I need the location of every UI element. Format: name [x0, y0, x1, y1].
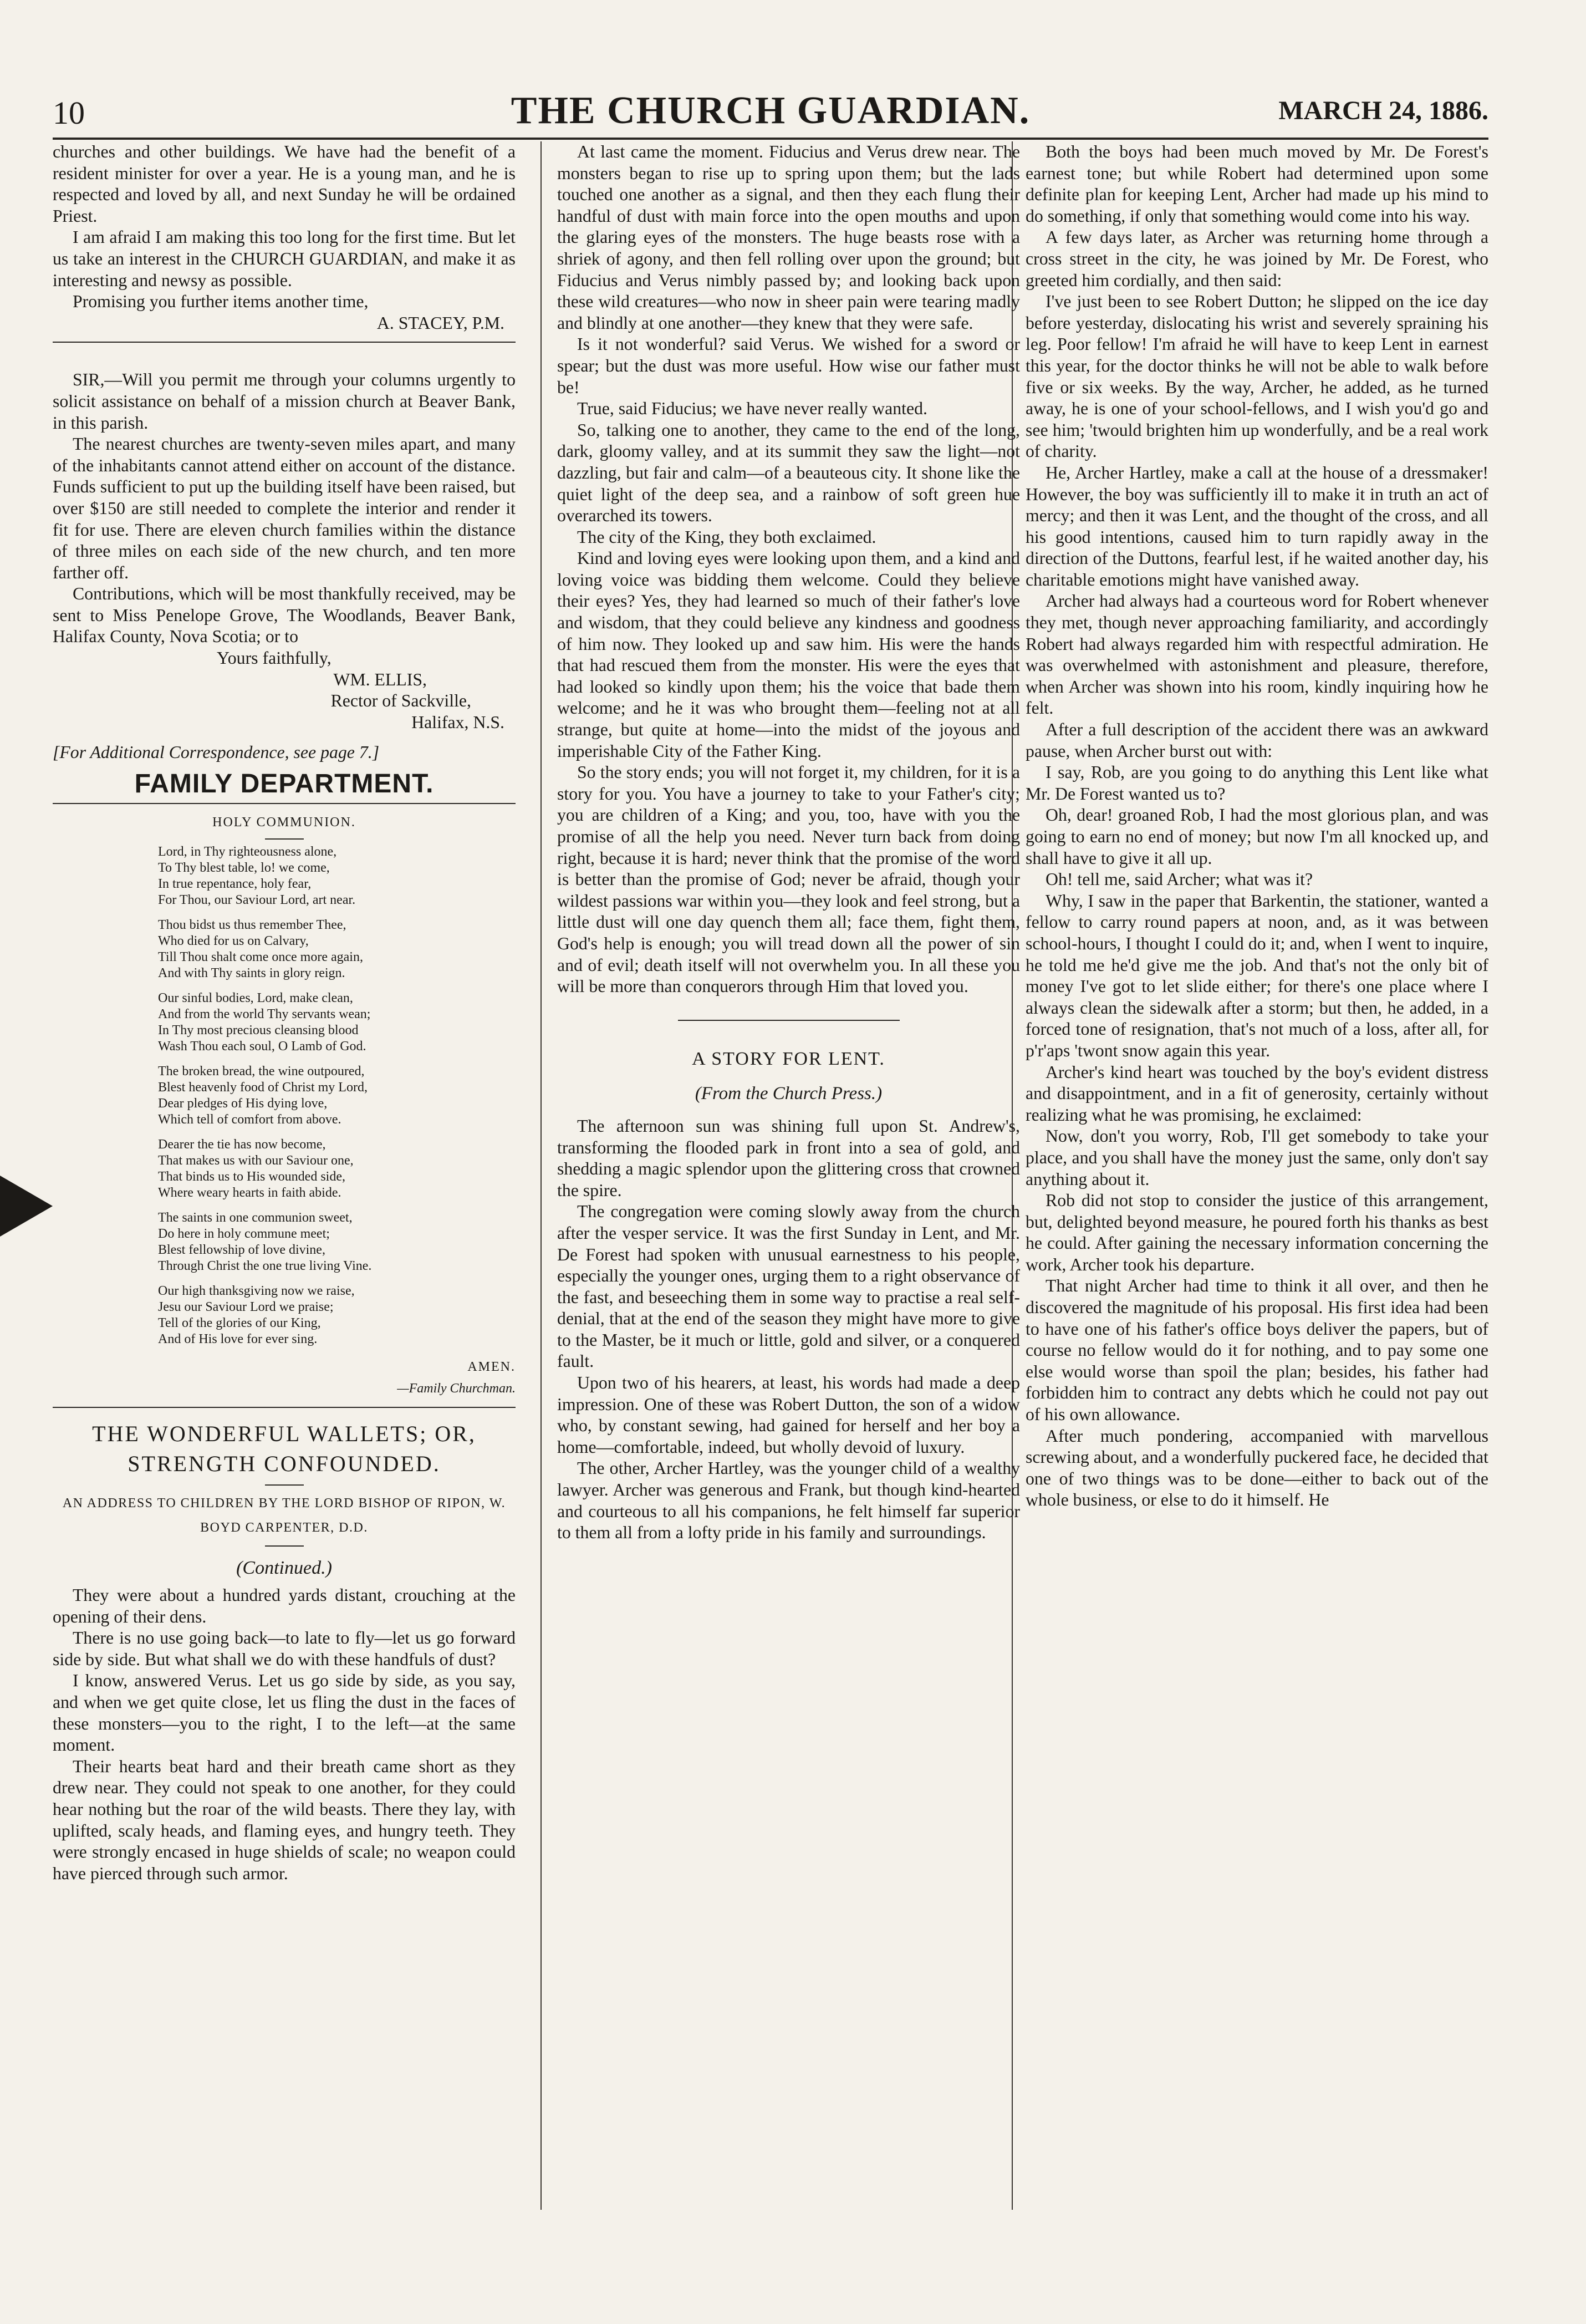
paragraph: Both the boys had been much moved by Mr. De Forest's earnest tone; but while Robert had determined upon some definite plan for keeping Lent, Archer had made up his mind to do something, if only that something would come into his way.	[1026, 142, 1488, 226]
poem-line: Through Christ the one true living Vine.	[158, 1259, 372, 1274]
paragraph: So, talking one to another, they came to the end of the long, dark, gloomy valley, and at its summit they saw the light—not dazzling, but fair and calm—of a beauteous city. It shone like the quiet light of the deep sea, and a rainbow of soft green hue overarched its towers.	[557, 420, 1020, 526]
poem-line: Jesu our Saviour Lord we praise;	[158, 1300, 334, 1315]
poem-stanza	[158, 990, 516, 1055]
paragraph: Archer had always had a courteous word for Robert whenever they met, though never approaching familiarity, and accordingly Robert had always regarded him with respectful admiration. He was overwhelmed with astonishment and pleasure, therefore, when Archer was shown into his room, kindly inquiring how he felt.	[1026, 591, 1488, 718]
section-rule	[678, 1020, 900, 1021]
paragraph: That night Archer had time to think it all over, and then he discovered the magnitude of his proposal. His first idea had been to have one of his father's office boys deliver the papers, but of course no fellow would do it for nothing, and to pay some one else would worse than spoil the plan; besides, his father had forbidden him to contract any debts which he could not pay out of his own allowance.	[1026, 1276, 1488, 1425]
column-2	[557, 141, 1020, 2210]
poem-line: Till Thou shalt come once more again,	[158, 950, 363, 965]
poem-line: Dearer the tie has now become,	[158, 1137, 326, 1152]
paragraph: SIR,—Will you permit me through your columns urgently to solicit assistance on behalf of a mission church at Beaver Bank, in this parish.	[53, 370, 516, 433]
masthead-title: THE CHURCH GUARDIAN.	[511, 89, 1031, 132]
story-title: THE WONDERFUL WALLETS; OR, STRENGTH CONFOUNDED.	[92, 1421, 476, 1477]
paragraph: The congregation were coming slowly away from the church after the vesper service. It was the first Sunday in Lent, and Mr. De Forest had spoken with unusual earnestness to his people, especially the younger ones, urging them to a right observance of the fast, and beseeching them in some way to practise a real self-denial, that at the end of the season they might have more to give to the Master, be it much or little, gold and silver, or a conquered fault.	[557, 1202, 1020, 1371]
section-heading: FAMILY DEPARTMENT.	[134, 769, 434, 799]
poem-line: Which tell of comfort from above.	[158, 1112, 341, 1127]
paragraph: Oh! tell me, said Archer; what was it?	[1046, 869, 1313, 889]
poem-rule	[265, 838, 304, 840]
paragraph: Contributions, which will be most thankfully received, may be sent to Miss Penelope Grove, The Woodlands, Beaver Bank, Halifax County, Nova Scotia; or to	[53, 584, 516, 647]
story-title: A STORY FOR LENT.	[692, 1048, 885, 1069]
poem-stanza	[158, 917, 516, 982]
poem-line: And from the world Thy servants wean;	[158, 1007, 371, 1022]
paragraph: The other, Archer Hartley, was the younger child of a wealthy lawyer. Archer was generous and Frank, but though kind-hearted and courteous to all his companions, he felt himself far superior to them all from a lofty pride in his family and surroundings.	[557, 1458, 1020, 1543]
letter-signature-title: Rector of Sackville,	[330, 691, 471, 711]
paragraph: After much pondering, accompanied with marvellous screwing about, and a wonderfully puckered face, he decided that one of two things was to be done—either to back out of the whole business, or else to do it himself. He	[1026, 1426, 1488, 1510]
poem-line: Blest heavenly food of Christ my Lord,	[158, 1080, 368, 1095]
paragraph: Rob did not stop to consider the justice of this arrangement, but, delighted beyond measure, he poured forth his thanks as best he could. After gaining the necessary information concerning the work, Archer took his departure.	[1026, 1191, 1488, 1274]
section-rule	[53, 803, 516, 804]
paragraph: The city of the King, they both exclaimed.	[577, 527, 876, 547]
poem-line: And of His love for ever sing.	[158, 1332, 318, 1347]
poem-line: Dear pledges of His dying love,	[158, 1096, 328, 1111]
paragraph: The afternoon sun was shining full upon St. Andrew's, transforming the flooded park in front into a sea of gold, and shedding a magic splendor upon the glittering cross that crowned the spire.	[557, 1116, 1020, 1200]
letter-closing: Yours faithfully,	[217, 648, 332, 668]
poem-line: Our sinful bodies, Lord, make clean,	[158, 991, 353, 1006]
title-rule	[265, 1545, 304, 1547]
paragraph: Now, don't you worry, Rob, I'll get somebody to take your place, and you shall have the money just the same, only don't say anything about it.	[1026, 1126, 1488, 1189]
story-byline: AN ADDRESS TO CHILDREN BY THE LORD BISHOP OF RIPON, W. BOYD CARPENTER, D.D.	[62, 1496, 506, 1535]
poem-stanza	[158, 1064, 516, 1128]
poem-amen: AMEN.	[467, 1360, 516, 1375]
additional-correspondence-note: [For Additional Correspondence, see page 7.]	[53, 743, 380, 762]
header-rule	[53, 138, 1488, 140]
poem-line: Lord, in Thy righteousness alone,	[158, 845, 337, 860]
poem-line: To Thy blest table, lo! we come,	[158, 861, 330, 876]
paragraph: There is no use going back—to late to fly—let us go forward side by side. But what shall we do with these handfuls of dust?	[53, 1628, 516, 1669]
margin-arrow-mark	[0, 1176, 53, 1237]
poem-stanza	[158, 1210, 516, 1274]
paragraph: True, said Fiducius; we have never really wanted.	[577, 399, 927, 419]
paragraph: Is it not wonderful? said Verus. We wished for a sword or spear; but the dust was more useful. How wise our father must be!	[557, 334, 1020, 397]
story-source: (From the Church Press.)	[695, 1084, 883, 1104]
paragraph: churches and other buildings. We have had the benefit of a resident minister for over a year. He is a young man, and he is respected and loved by all, and next Sunday he will be ordained Priest.	[53, 142, 516, 226]
column-1	[53, 141, 516, 2210]
paragraph: Archer's kind heart was touched by the boy's evident distress and disappointment, and in a fit of generosity, certainly without realizing what he was promising, he exclaimed:	[1026, 1062, 1488, 1125]
poem-line: Wash Thou each soul, O Lamb of God.	[158, 1039, 366, 1054]
poem-line: Thou bidst us thus remember Thee,	[158, 918, 346, 933]
poem-line: That binds us to His wounded side,	[158, 1169, 345, 1184]
paragraph: A few days later, as Archer was returning home through a cross street in the city, he was joined by Mr. De Forest, who greeted him cordially, and then said:	[1026, 227, 1488, 290]
poem-title: HOLY COMMUNION.	[212, 815, 356, 830]
column-divider	[540, 141, 542, 2210]
paragraph: The nearest churches are twenty-seven miles apart, and many of the inhabitants cannot attend either on account of the distance. Funds sufficient to put up the building itself have been raised, but over $150 are still needed to complete the interior and render it fit for use. There are eleven church families within the distance of three miles on each side of the new church, and ten more farther off.	[53, 434, 516, 582]
section-rule	[53, 342, 516, 343]
title-rule	[265, 1484, 304, 1486]
poem-line: The saints in one communion sweet,	[158, 1211, 353, 1225]
poem-line: Blest fellowship of love divine,	[158, 1243, 325, 1258]
poem-line: Do here in holy commune meet;	[158, 1227, 330, 1242]
paragraph: Upon two of his hearers, at least, his words had made a deep impression. One of these was Robert Dutton, the son of a widow who, by constant sewing, had gained for herself and her boy a home—comfortable, indeed, but wholly devoid of luxury.	[557, 1373, 1020, 1457]
letter-signature: A. STACEY, P.M.	[376, 313, 504, 333]
issue-date: MARCH 24, 1886.	[1278, 96, 1488, 125]
paragraph: At last came the moment. Fiducius and Verus drew near. The monsters began to rise up to spring upon them; but the lads touched one another as a signal, and then they each flung their handful of dust with main force into the open mouths and upon the glaring eyes of the monsters. The huge beasts rose with a shriek of agony, and then fell rolling over upon the ground; but Fiducius and Verus nimbly passed by; and looking back upon these wild creatures—who now in sheer pain were tearing madly and blindly at one another—they knew that they were safe.	[557, 142, 1020, 333]
poem-line: That makes us with our Saviour one,	[158, 1153, 354, 1168]
poem-stanza	[158, 1137, 516, 1201]
paragraph: I've just been to see Robert Dutton; he slipped on the ice day before yesterday, dislocating his wrist and severely spraining his leg. Poor fellow! I'm afraid he will have to keep Lent in earnest this year, for the doctor thinks he will not be able to walk before five or six weeks. By the way, Archer, he added, as he turned away, he is one of your school-fellows, and I wish you'd go and see him; 'twould brighten him up wonderfully, and be a real work of charity.	[1026, 292, 1488, 461]
paragraph: Promising you further items another time,	[73, 292, 369, 312]
poem-line: The broken bread, the wine outpoured,	[158, 1064, 365, 1079]
letter-signature-place: Halifax, N.S.	[411, 712, 504, 732]
paragraph: They were about a hundred yards distant, crouching at the opening of their dens.	[53, 1585, 516, 1626]
paragraph: Their hearts beat hard and their breath came short as they drew near. They could not speak to one another, for they could hear nothing but the roar of the wild beasts. There they lay, with uplifted, scaly heads, and flaming eyes, and hungry teeth. They were strongly encased in huge shields of scale; no weapon could have pierced through such armor.	[53, 1756, 516, 1883]
column-3	[1026, 141, 1488, 2210]
poem-credit: —Family Churchman.	[397, 1381, 516, 1396]
paragraph: Why, I saw in the paper that Barkentin, the stationer, wanted a fellow to carry round papers at noon, and, as it was between school-hours, I thought I could do it; and, when I went to inquire, he told me he'd give me the job. And that's not the only bit of money I've got to let slide either; for there's one place where I always clean the sidewalk after a storm; but then, he added, in a forced tone of resignation, that's not much of a loss, after all, for p'r'aps 'twont snow again this year.	[1026, 891, 1488, 1060]
paragraph: He, Archer Hartley, make a call at the house of a dressmaker! However, the boy was sufficiently ill to make it in truth an act of mercy; and then it was Lent, and the thought of the cross, and all his good intentions, caused him to turn rapidly away in the direction of the Duttons, fearful lest, if he waited another day, his charitable emotions might have vanished away.	[1026, 462, 1488, 589]
paragraph: Kind and loving eyes were looking upon them, and a kind and loving voice was bidding them welcome. Could they believe their eyes? Yes, they had learned so much of their father's love and wisdom, that they could believe any kindness and goodness of him now. They looked up and saw him. His were the hands that had rescued them from the monster. His were the eyes that had looked so kindly upon them; his the voice that bade them welcome; and he it was who brought them—feeling not at all strange, but quite at home—into the midst of the joyous and imperishable City of the Father King.	[557, 548, 1020, 761]
paragraph: I know, answered Verus. Let us go side by side, as you say, and when we get quite close, let us fling the dust in the faces of these monsters—you to the right, I to the left—at the same moment.	[53, 1671, 516, 1755]
poem	[53, 844, 516, 1347]
poem-line: Where weary hearts in faith abide.	[158, 1186, 341, 1201]
poem-stanza	[158, 844, 516, 908]
poem-line: In true repentance, holy fear,	[158, 877, 312, 892]
paragraph: I am afraid I am making this too long for the first time. But let us take an interest in the CHURCH GUARDIAN, and make it as interesting and newsy as possible.	[53, 227, 516, 290]
page-number: 10	[53, 95, 85, 131]
paragraph: After a full description of the accident there was an awkward pause, when Archer burst out with:	[1026, 720, 1488, 761]
paragraph: So the story ends; you will not forget it, my children, for it is a story for you. You have a journey to take to your Father's city; you are children of a King; and you, too, have with you the promise of all the help you need. Never turn back from doing right, because it is hard; never think that the promise of the word is better than the promise of God; never be afraid, though your wildest passions war within you—they look and feel strong, but a little dust will one day quench them all; face them, fight them, God's help is enough; you will tread down all the power of sin and of evil; death itself will not overwhelm you. In all these you will be more than conquerors through Him that loved you.	[557, 762, 1020, 996]
letter-signature: WM. ELLIS,	[333, 669, 427, 689]
poem-stanza	[158, 1283, 516, 1347]
paragraph: Oh, dear! groaned Rob, I had the most glorious plan, and was going to earn no end of money; but now I'm all knocked up, and shall have to give it all up.	[1026, 805, 1488, 868]
page-header	[53, 83, 1488, 139]
poem-line: For Thou, our Saviour Lord, art near.	[158, 893, 356, 908]
poem-line: Our high thanksgiving now we raise,	[158, 1284, 355, 1299]
continued-note: (Continued.)	[236, 1558, 332, 1579]
poem-line: And with Thy saints in glory reign.	[158, 966, 345, 981]
section-rule	[53, 1407, 516, 1408]
poem-line: Who died for us on Calvary,	[158, 934, 309, 949]
paragraph: I say, Rob, are you going to do anything this Lent like what Mr. De Forest wanted us to?	[1026, 762, 1488, 804]
poem-line: In Thy most precious cleansing blood	[158, 1023, 359, 1038]
poem-line: Tell of the glories of our King,	[158, 1316, 321, 1331]
